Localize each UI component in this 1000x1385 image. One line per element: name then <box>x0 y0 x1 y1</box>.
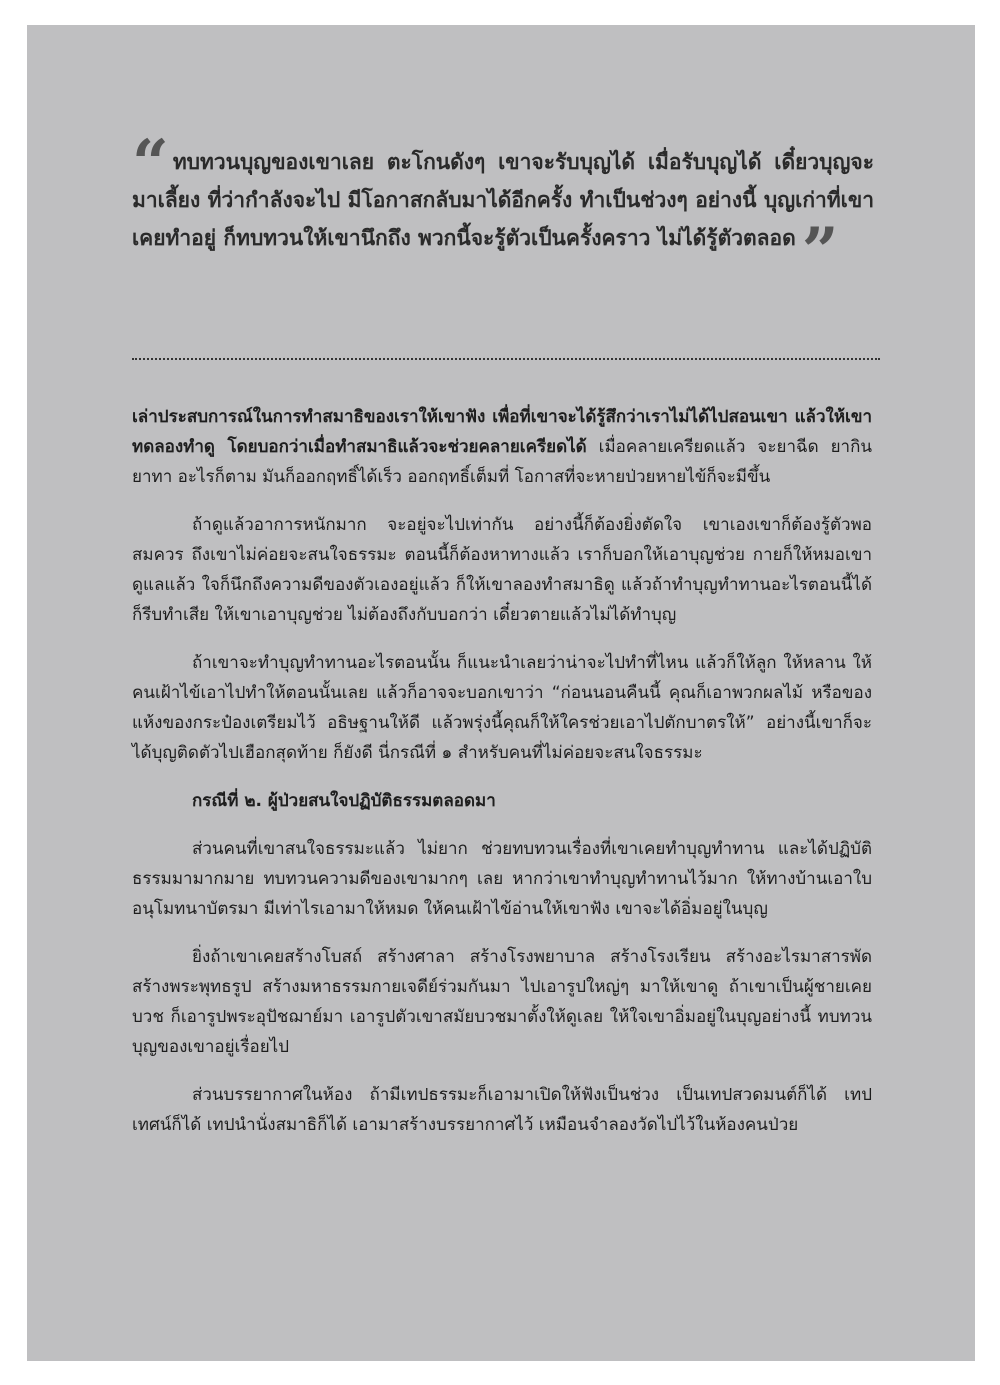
paragraph: ถ้าเขาจะทำบุญทำทานอะไรตอนนั้น ก็แนะนำเลยว่าน่าจะไปทำที่ไหน แล้วก็ให้ลูก ให้หลาน ให้คนเฝ้าไข้เอาไปทำให้ตอนนั้นเลย แล้วก็อาจจะบอกเขาว่า “ก่อนนอนคืนนี้ คุณก็เอาพวกผลไม้ หรือของแห้งของกระป๋องเตรียมไว้ อธิษฐานให้ดี แล้วพรุ่งนี้คุณก็ให้ใครช่วยเอาไปตักบาตรให้” อย่างนี้เขาก็จะได้บุญติดตัวไปเฮือกสุดท้าย ก็ยังดี นี่กรณีที่ ๑ สำหรับคนที่ไม่ค่อยจะสนใจธรรมะ <box>132 653 872 763</box>
close-quote-mark: ” <box>801 214 835 289</box>
paragraph <box>132 402 872 492</box>
pull-quote-text: ทบทวนบุญของเขาเลย ตะโกนดังๆ เขาจะรับบุญได้ เมื่อรับบุญได้ เดี๋ยวบุญจะมาเลี้ยง ที่ว่ากำลังจะไป มีโอกาสกลับมาได้อีกครั้ง ทำเป็นช่วงๆ อย่างนี้ บุญเก่าที่เขาเคยทำอยู่ ก็ทบทวนให้เขานึกถึง พวกนี้จะรู้ตัวเป็นครั้งคราว ไม่ได้รู้ตัวตลอด <box>132 149 874 250</box>
section-heading: กรณีที่ ๒. ผู้ป่วยสนใจปฏิบัติธรรมตลอดมา <box>192 791 496 811</box>
paragraph: ถ้าดูแล้วอาการหนักมาก จะอยู่จะไปเท่ากัน อย่างนี้ก็ต้องยิ่งตัดใจ เขาเองเขาก็ต้องรู้ตัวพอสมควร ถึงเขาไม่ค่อยจะสนใจธรรมะ ตอนนี้ก็ต้องหาทางแล้ว เราก็บอกให้เอาบุญช่วย กายก็ให้หมอเขาดูแลแล้ว ใจก็นึกถึงความดีของตัวเองอยู่แล้ว ก็ให้เขาลองทำสมาธิดู แล้วถ้าทำบุญทำทานอะไรตอนนี้ได้ ก็รีบทำเสีย ให้เขาเอาบุญช่วย ไม่ต้องถึงกับบอกว่า เดี๋ยวตายแล้วไม่ได้ทำบุญ <box>132 515 872 625</box>
article-body <box>132 402 872 1158</box>
paragraph: ยิ่งถ้าเขาเคยสร้างโบสถ์ สร้างศาลา สร้างโรงพยาบาล สร้างโรงเรียน สร้างอะไรมาสารพัด สร้างพระพุทธรูป สร้างมหาธรรมกายเจดีย์ร่วมกันมา ไปเอารูปใหญ่ๆ มาให้เขาดู ถ้าเขาเป็นผู้ชายเคยบวช ก็เอารูปพระอุปัชฌาย์มา เอารูปตัวเขาสมัยบวชมาตั้งให้ดูเลย ให้ใจเขาอิ่มอยู่ในบุญอย่างนี้ ทบทวนบุญของเขาอยู่เรื่อยไป <box>132 947 872 1057</box>
paragraph: ส่วนคนที่เขาสนใจธรรมะแล้ว ไม่ยาก ช่วยทบทวนเรื่องที่เขาเคยทำบุญทำทาน และได้ปฏิบัติธรรมมามากมาย ทบทวนความดีของเขามากๆ เลย หากว่าเขาทำบุญทำทานไว้มาก ให้ทางบ้านเอาใบอนุโมทนาบัตรมา มีเท่าไรเอามาให้หมด ให้คนเฝ้าไข้อ่านให้เขาฟัง เขาจะได้อิ่มอยู่ในบุญ <box>132 839 872 919</box>
paragraph-text: เมื่อคลายเครียดแล้ว จะยาฉีด ยากิน ยาทา อะไรก็ตาม มันก็ออกฤทธิ์ได้เร็ว ออกฤทธิ์เต็มที่ โอกาสที่จะหายป่วยหายไข้ก็จะมีขึ้น <box>132 437 872 487</box>
dotted-divider <box>132 358 880 360</box>
pull-quote <box>132 126 874 289</box>
open-quote-mark: “ <box>132 126 165 201</box>
paragraph: ส่วนบรรยากาศในห้อง ถ้ามีเทปธรรมะก็เอามาเปิดให้ฟังเป็นช่วง เป็นเทปสวดมนต์ก็ได้ เทปเทศน์ก็ได้ เทปนำนั่งสมาธิก็ได้ เอามาสร้างบรรยากาศไว้ เหมือนจำลองวัดไปไว้ในห้องคนป่วย <box>132 1085 872 1135</box>
paragraph-bold-lead: เล่าประสบการณ์ในการทำสมาธิของเราให้เขาฟัง เพื่อที่เขาจะได้รู้สึกว่าเราไม่ได้ไปสอนเขา แล้วให้เขาทดลองทำดู โดยบอกว่าเมื่อทำสมาธิแล้วจะช่วยคลายเครียดได้ <box>132 407 872 457</box>
